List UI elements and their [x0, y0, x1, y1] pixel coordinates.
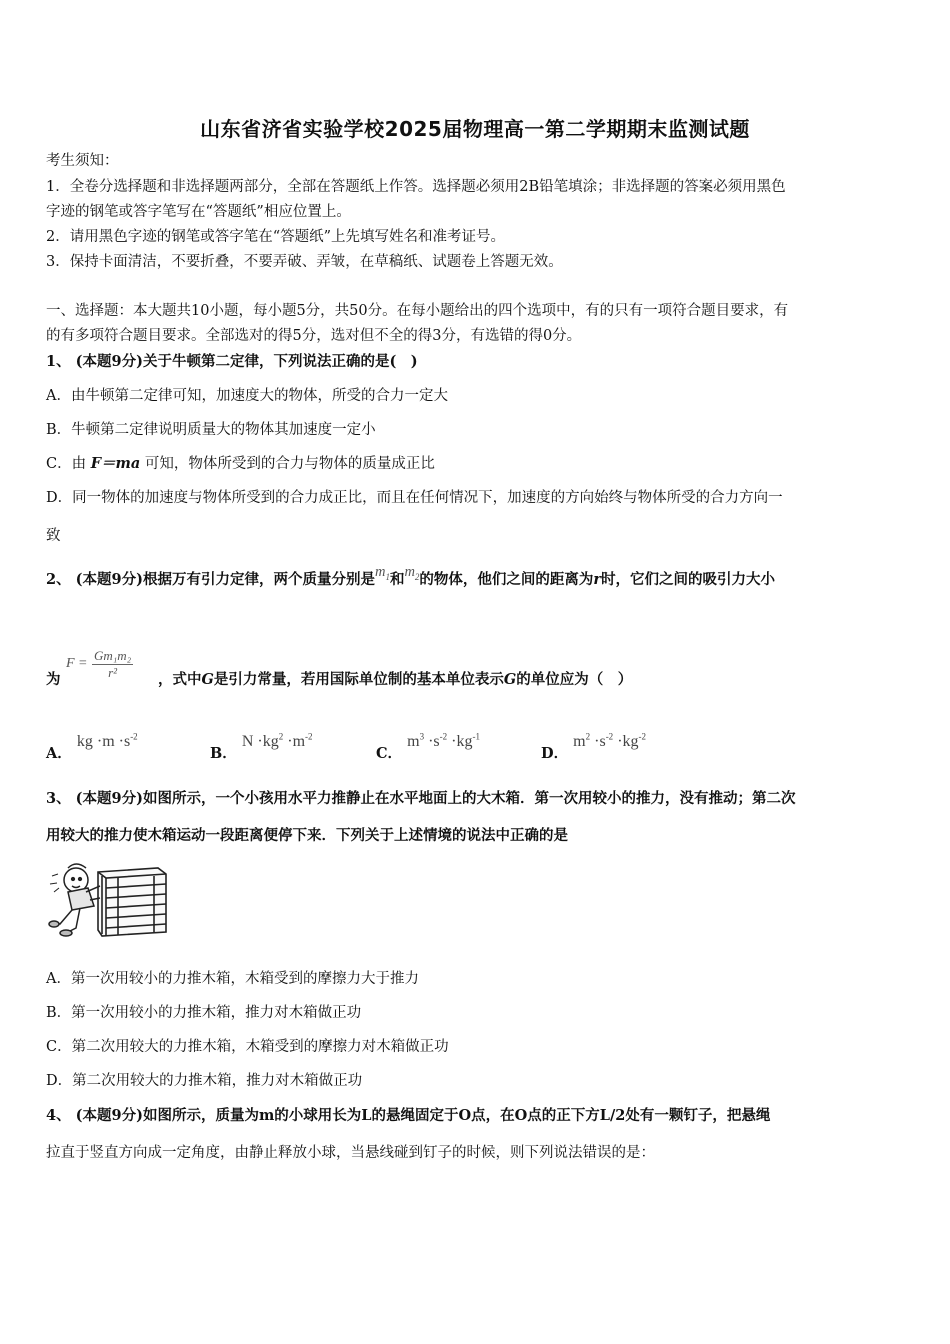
- q2-option-d-unit: [573, 733, 646, 750]
- q2-option-b-label: B．: [210, 745, 237, 762]
- section-intro-line1: 一、选择题：本大题共10小题，每小题5分，共50分。在每小题给出的四个选项中，有的只有一项符合题目要求，有: [46, 303, 789, 319]
- q2-option-d-exp-2: -2: [605, 731, 614, 742]
- notice-item-3: 3．保持卡面清洁，不要折叠，不要弄破、弄皱，在草稿纸、试题卷上答题无效。: [46, 254, 563, 270]
- q1-option-a: [46, 386, 908, 406]
- child-pushing-box-illustration: [46, 858, 172, 940]
- q2-option-d: [541, 730, 721, 762]
- q4-stem-line2: 拉直于竖直方向成一定角度，由静止释放小球，当悬线碰到钉子的时候，则下列说法错误的是：: [46, 1145, 655, 1161]
- q2-formula-numerator: Gm₁m₂: [93, 648, 132, 663]
- q2-option-a-label: A．: [46, 745, 72, 762]
- q1-option-c-pre: C．由: [46, 456, 87, 472]
- q2-option-a-unit-text: kg ·m ·s: [76, 733, 131, 750]
- q1-option-a-text: A．由牛顿第二定律可知，加速度大的物体，所受的合力一定大: [46, 388, 448, 404]
- q2-stem-pre: 2、 (本题9分)根据万有引力定律，两个质量分别是: [46, 571, 375, 588]
- q2-option-b-unit: [242, 733, 313, 750]
- q2-stem-end: 时，它们之间的吸引力大小: [601, 571, 776, 588]
- q2-option-d-exp-3: -2: [638, 731, 647, 742]
- q2-line2-rest: [158, 670, 908, 690]
- q2-formula-denominator: r²: [108, 665, 118, 680]
- q2-option-c-unit-text-2: ·s: [424, 733, 440, 750]
- q2-option-c-unit-text: m: [407, 733, 420, 750]
- q2-formula-fraction: [92, 648, 133, 681]
- q2-g2: G: [503, 671, 517, 688]
- q2-m2-sub: 2: [414, 571, 420, 582]
- q2-option-b: [210, 730, 370, 762]
- q2-m2-symbol: m: [404, 564, 415, 580]
- q2-option-c-label: C．: [376, 745, 403, 762]
- q4-stem-line1: 4、 (本题9分)如图所示，质量为m的小球用长为L的悬绳固定于O点，在O点的正下方L/2处有一颗钉子，把悬绳: [46, 1107, 771, 1124]
- notice-item-1: 1．全卷分选择题和非选择题两部分，全部在答题纸上作答。选择题必须用2B铅笔填涂；非选择题的答案必须用黑色: [46, 179, 786, 195]
- q2-g1: G: [201, 671, 214, 688]
- q2-option-c-exp-3: -1: [472, 731, 480, 742]
- q2-line2-pre: 为: [46, 671, 61, 688]
- q2-option-c: [376, 730, 546, 762]
- page-title: 山东省济省实验学校2025届物理高一第二学期期末监测试题: [200, 117, 750, 141]
- q1-option-c: [46, 454, 908, 474]
- q2-option-a-exp: -2: [130, 731, 138, 742]
- child-figure-icon: [49, 864, 100, 936]
- q2-option-d-exp: 2: [585, 731, 591, 742]
- q3-option-a: A．第一次用较小的力推木箱，木箱受到的摩擦力大于推力: [46, 971, 419, 987]
- q1-option-d-cont: 致: [46, 528, 61, 544]
- q3-option-c: C．第二次用较大的力推木箱，木箱受到的摩擦力对木箱做正功: [46, 1039, 449, 1055]
- q3-option-b: B．第一次用较小的力推木箱，推力对木箱做正功: [46, 1005, 362, 1021]
- q2-line2-mid: 是引力常量，若用国际单位制的基本单位表示: [213, 671, 504, 688]
- q2-option-c-unit: [407, 733, 480, 750]
- q2-option-d-label: D．: [541, 745, 569, 762]
- q2-option-b-unit-text: N ·kg: [241, 733, 279, 750]
- q2-option-b-exp-2: -2: [305, 731, 313, 742]
- q2-option-a-unit: [77, 733, 138, 750]
- q2-line2-post: ，式中: [158, 671, 202, 688]
- q2-m1: [375, 564, 390, 580]
- q2-option-d-unit-text-2: ·s: [590, 733, 606, 750]
- q2-m2: [404, 564, 419, 580]
- q2-stem: [46, 564, 908, 595]
- notice-item-2: 2．请用黑色字迹的钢笔或答字笔在“答题纸”上先填写姓名和准考证号。: [46, 229, 506, 245]
- notice-heading: 考生须知：: [46, 153, 119, 169]
- q2-line2-end: 的单位应为（ ）: [516, 671, 633, 688]
- q2-stem-post: 的物体，他们之间的距离为: [419, 571, 594, 588]
- q1-option-c-post: 可知，物体所受到的合力与物体的质量成正比: [144, 456, 435, 472]
- q2-option-b-unit-text-2: ·m: [283, 733, 306, 750]
- q2-option-d-unit-text-3: ·kg: [613, 733, 639, 750]
- q2-option-a: [46, 730, 206, 762]
- q2-option-c-exp-2: -2: [439, 731, 448, 742]
- q3-stem-line1: 3、 (本题9分)如图所示，一个小孩用水平力推静止在水平地面上的大木箱．第一次用较小的推力，没有推动；第二次: [46, 790, 796, 807]
- q3-stem-line2: 用较大的推力使木箱运动一段距离便停下来．下列关于上述情境的说法中正确的是: [46, 827, 568, 844]
- q2-m1-symbol: m: [374, 564, 386, 580]
- q1-option-d: D．同一物体的加速度与物体所受到的合力成正比，而且在任何情况下，加速度的方向始终与物体所受的合力方向一: [46, 490, 783, 506]
- q1-stem: 1、 (本题9分)关于牛顿第二定律，下列说法正确的是( ): [46, 353, 418, 370]
- q2-gravity-formula: [66, 648, 133, 681]
- q2-r: r: [593, 571, 602, 588]
- q2-option-c-exp: 3: [419, 731, 425, 742]
- q2-option-d-unit-text: m: [573, 733, 586, 750]
- q2-option-c-unit-text-3: ·kg: [447, 733, 473, 750]
- notice-item-1-cont: 字迹的钢笔或答字笔写在“答题纸”相应位置上。: [46, 204, 351, 220]
- crate-icon: [98, 868, 166, 936]
- section-intro-line2: 的有多项符合题目要求。全部选对的得5分，选对但不全的得3分，有选错的得0分。: [46, 328, 582, 344]
- q2-formula-lhs: F =: [66, 655, 88, 671]
- q1-option-b: B．牛顿第二定律说明质量大的物体其加速度一定小: [46, 422, 376, 438]
- q2-option-b-exp: 2: [278, 731, 284, 742]
- q3-option-d: D．第二次用较大的力推木箱，推力对木箱做正功: [46, 1073, 363, 1089]
- q2-and: 和: [389, 571, 405, 588]
- q2-m1-sub: 1: [385, 571, 390, 582]
- q1-formula: F＝ma: [90, 455, 141, 472]
